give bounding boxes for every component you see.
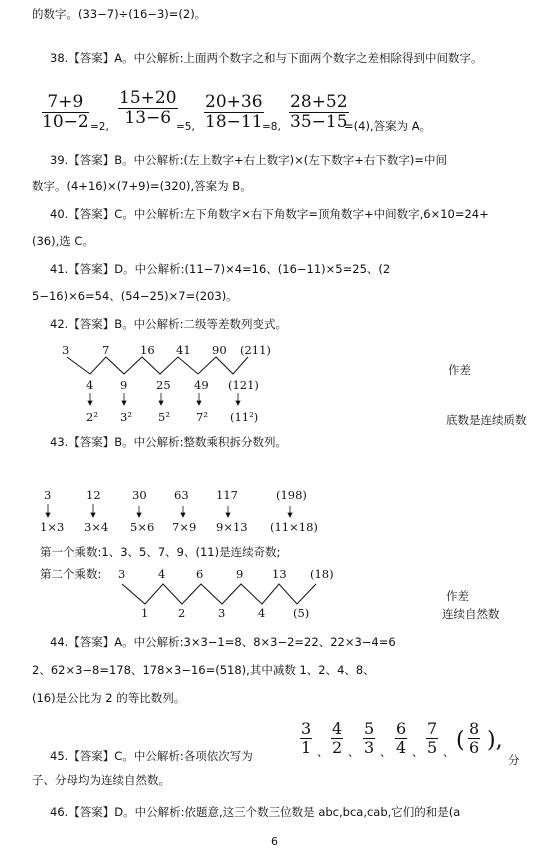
q38-text: 38.【答案】A。中公解析:上面两个数字之和与下面两个数字之差相除得到中间数字。 <box>50 51 483 65</box>
q42-mid-2: 25 <box>156 378 171 392</box>
q42-top-0: 3 <box>62 343 70 357</box>
q43-second-3: 9 <box>236 567 244 581</box>
q43-second-1: 4 <box>158 567 166 581</box>
frac-num: 28+52 <box>290 92 348 112</box>
frac-num: 20+36 <box>205 92 263 112</box>
q44-line-1: 44.【答案】A。中公解析:3×3−1=8、8×3−2=22、22×3−4=6 <box>50 635 396 649</box>
q41-line-2: 5−16)×6=54、(54−25)×7=(203)。 <box>32 289 238 303</box>
q39-line-1: 39.【答案】B。中公解析:(左上数字+右上数字)×(左下数字+右下数字)=中间 <box>50 153 448 167</box>
q43-second-label: 第二个乘数: <box>40 567 102 581</box>
q42-arrows <box>88 393 240 405</box>
frac-num: 15+20 <box>119 88 177 108</box>
q42-top-5: (211) <box>240 343 271 357</box>
frac-den: 13−6 <box>124 108 172 128</box>
q45-sep: 、 <box>412 745 424 759</box>
q43-prod-0: 1×3 <box>40 520 65 534</box>
q43-diff-2: 3 <box>218 606 226 620</box>
q42-mid-1: 9 <box>120 378 128 392</box>
q43-zigzag <box>122 584 316 604</box>
q43-top-5: (198) <box>276 488 307 502</box>
q43-prod-5: (11×18) <box>270 520 318 534</box>
q43-first-multiplier: 第一个乘数:1、3、5、7、9、(11)是连续奇数; <box>40 545 281 559</box>
q45-frac-5 <box>426 720 438 757</box>
q43-prod-1: 3×4 <box>84 520 109 534</box>
q43-second-2: 6 <box>196 567 204 581</box>
q38-eq-3: =8, <box>262 121 281 133</box>
q43-text: 43.【答案】B。中公解析:整数乘积拆分数列。 <box>50 435 288 449</box>
q45-sep: 、 <box>317 745 329 759</box>
q44-line-2: 2、62×3−8=178、178×3−16=(518),其中减数 1、2、4、8、 <box>32 663 375 677</box>
frac-den: 10−2 <box>42 112 89 132</box>
q43-top-1: 12 <box>86 488 101 502</box>
q45-frac-1 <box>300 720 312 757</box>
q43-prod-3: 7×9 <box>172 520 197 534</box>
q38-eq-2: =5, <box>176 121 195 133</box>
q42-zigzag <box>67 357 248 374</box>
q45-tail: 分 <box>508 753 520 767</box>
q45-frac-3 <box>363 720 375 757</box>
q43-second-0: 3 <box>118 567 126 581</box>
frac-num: 7 <box>427 719 438 738</box>
q43-top-2: 30 <box>132 488 147 502</box>
q45-frac-6 <box>468 720 480 757</box>
q43-second-5: (18) <box>310 567 334 581</box>
q45-line-1: 45.【答案】C。中公解析:各项依次写为 <box>50 749 253 763</box>
frac-den: 2 <box>332 738 343 757</box>
q42-mid-4: (121) <box>228 378 259 392</box>
q43-note-natural: 连续自然数 <box>442 607 500 621</box>
frac-den: 3 <box>364 738 375 757</box>
q43-diff-4: (5) <box>293 606 310 620</box>
frac-den: 18−11 <box>205 112 263 132</box>
q45-sep: 、 <box>348 745 360 759</box>
frac-num: 4 <box>332 719 343 738</box>
q45-line-2: 子、分母均为连续自然数。 <box>32 773 170 787</box>
q42-top-4: 90 <box>212 343 227 357</box>
q45-paren-close: ), <box>487 728 503 753</box>
line-l1: 的数字。(33−7)÷(16−3)=(2)。 <box>32 7 207 21</box>
q42-mid-0: 4 <box>86 378 94 392</box>
q46-text: 46.【答案】D。中公解析:依题意,这三个数三位数是 abc,bca,cab,它们的和是(a <box>50 805 461 819</box>
q42-bot-1: 3² <box>120 410 132 424</box>
frac-num: 5 <box>364 719 375 738</box>
q40-line-2: (36),选 C。 <box>32 234 94 248</box>
q43-arrows <box>46 504 292 517</box>
q38-eq-1: =2, <box>90 121 109 133</box>
frac-num: 6 <box>396 719 407 738</box>
q43-top-3: 63 <box>174 488 189 502</box>
frac-num: 3 <box>301 719 312 738</box>
q43-prod-2: 5×6 <box>130 520 155 534</box>
q42-bot-3: 7² <box>196 410 208 424</box>
q45-frac-2 <box>331 720 343 757</box>
frac-den: 35−15 <box>290 112 348 132</box>
q43-second-4: 13 <box>272 567 287 581</box>
q45-paren-open: ( <box>456 728 465 753</box>
q43-top-0: 3 <box>44 488 52 502</box>
q39-line-2: 数字。(4+16)×(7+9)=(320),答案为 B。 <box>32 179 252 193</box>
q43-diff-0: 1 <box>141 606 149 620</box>
q42-top-3: 41 <box>176 343 191 357</box>
q42-note-prime: 底数是连续质数 <box>446 413 527 427</box>
q42-top-2: 16 <box>140 343 155 357</box>
q43-top-4: 117 <box>216 488 238 502</box>
frac-num: 7+9 <box>42 93 89 113</box>
frac-den: 6 <box>469 738 480 757</box>
frac-den: 4 <box>396 738 407 757</box>
q41-line-1: 41.【答案】D。中公解析:(11−7)×4=16、(16−11)×5=25、(2 <box>50 262 391 276</box>
q42-top-1: 7 <box>102 343 110 357</box>
frac-den: 5 <box>427 738 438 757</box>
q42-text: 42.【答案】B。中公解析:二级等差数列变式。 <box>50 317 288 331</box>
q42-bot-2: 5² <box>158 410 170 424</box>
frac-den: 1 <box>301 738 312 757</box>
q42-mid-3: 49 <box>194 378 209 392</box>
q45-frac-4 <box>395 720 407 757</box>
q40-line-1: 40.【答案】C。中公解析:左下角数字×右下角数字=顶角数字+中间数字,6×10=24+ <box>50 207 489 221</box>
page-number: 6 <box>271 835 278 848</box>
frac-num: 8 <box>469 719 480 738</box>
q42-note-diff: 作差 <box>448 363 471 377</box>
q42-bot-4: (11²) <box>230 410 259 424</box>
q43-diff-1: 2 <box>178 606 186 620</box>
q45-sep: 、 <box>380 745 392 759</box>
q44-line-3: (16)是公比为 2 的等比数列。 <box>32 691 186 705</box>
q38-tail: =(4),答案为 A。 <box>344 119 432 133</box>
q43-prod-4: 9×13 <box>216 520 248 534</box>
q43-note-diff: 作差 <box>446 589 469 603</box>
q43-diff-3: 4 <box>258 606 266 620</box>
q42-bot-0: 2² <box>86 410 98 424</box>
q45-sep: 、 <box>443 745 455 759</box>
